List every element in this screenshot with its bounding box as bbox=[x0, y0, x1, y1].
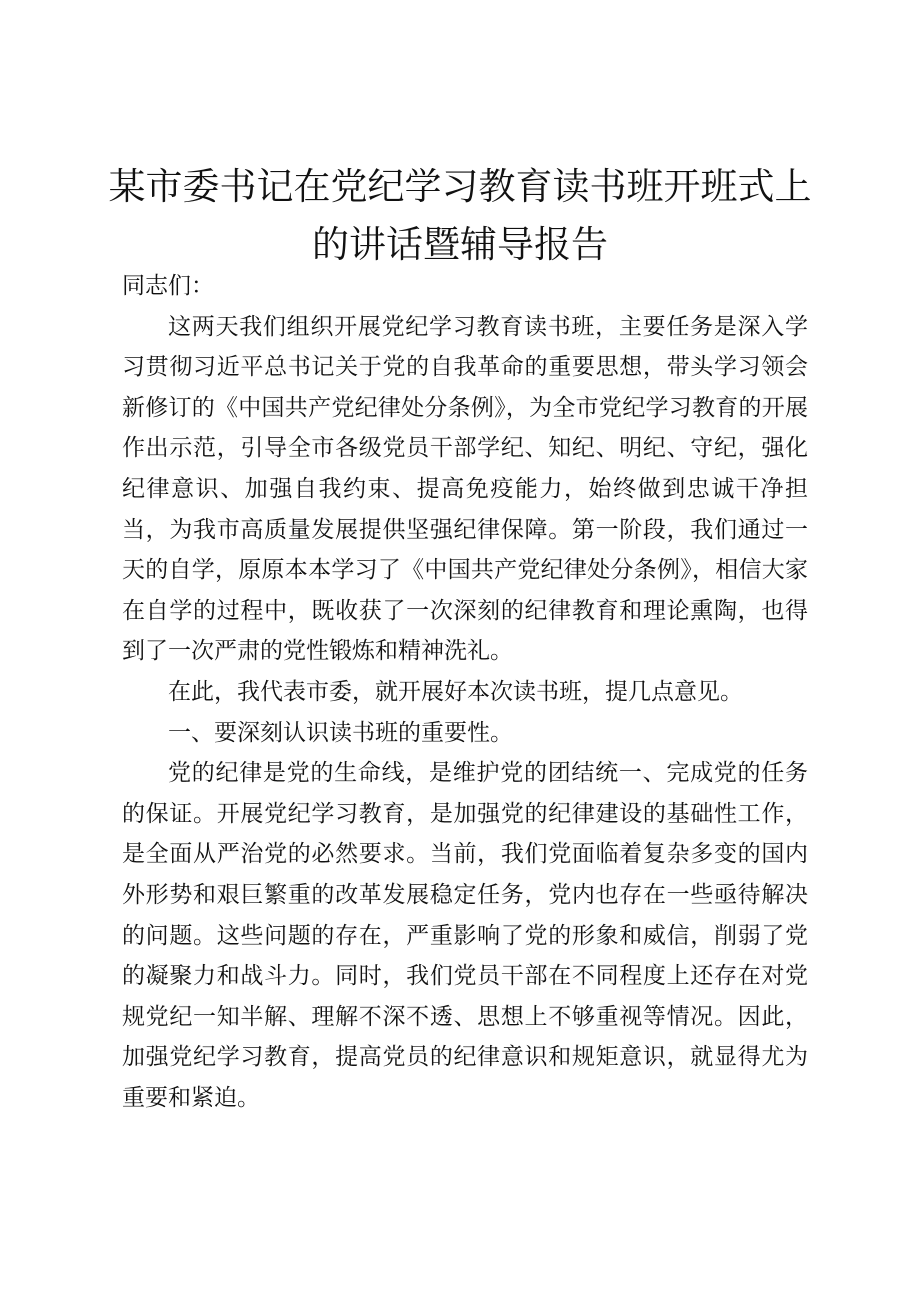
paragraph-opinions: 在此，我代表市委，就开展好本次读书班，提几点意见。 bbox=[168, 678, 743, 705]
document-body bbox=[122, 266, 808, 1118]
paragraph-intro: 这两天我们组织开展党纪学习教育读书班，主要任务是深入学习贯彻习近平总书记关于党的自我革命的重要思想，带头学习领会新修订的《中国共产党纪律处分条例》，为全市党纪学习教育的开展作出示范，引导全市各级党员干部学纪、知纪、明纪、守纪，强化纪律意识、加强自我约束、提高免疫能力，始终做到忠诚干净担当，为我市高质量发展提供坚强纪律保障。第一阶段，我们通过一天的自学，原原本本学习了《中国共产党纪律处分条例》，相信大家在自学的过程中，既收获了一次深刻的纪律教育和理论熏陶，也得到了一次严肃的党性锻炼和精神洗礼。 bbox=[122, 313, 808, 665]
section-heading-1: 一、要深刻认识读书班的重要性。 bbox=[168, 719, 513, 746]
section-paragraph-1: 党的纪律是党的生命线，是维护党的团结统一、完成党的任务的保证。开展党纪学习教育，是加强党的纪律建设的基础性工作，是全面从严治党的必然要求。当前，我们党面临着复杂多变的国内外形势和艰巨繁重的改革发展稳定任务，党内也存在一些亟待解决的问题。这些问题的存在，严重影响了党的形象和威信，削弱了党的凝聚力和战斗力。同时，我们党员干部在不同程度上还存在对党规党纪一知半解、理解不深不透、思想上不够重视等情况。因此，加强党纪学习教育，提高党员的纪律意识和规矩意识，就显得尤为重要和紧迫。 bbox=[122, 760, 808, 1111]
greeting: 同志们： bbox=[122, 273, 214, 299]
document-title: 某市委书记在党纪学习教育读书班开班式上的讲话暨辅导报告 bbox=[108, 165, 812, 266]
